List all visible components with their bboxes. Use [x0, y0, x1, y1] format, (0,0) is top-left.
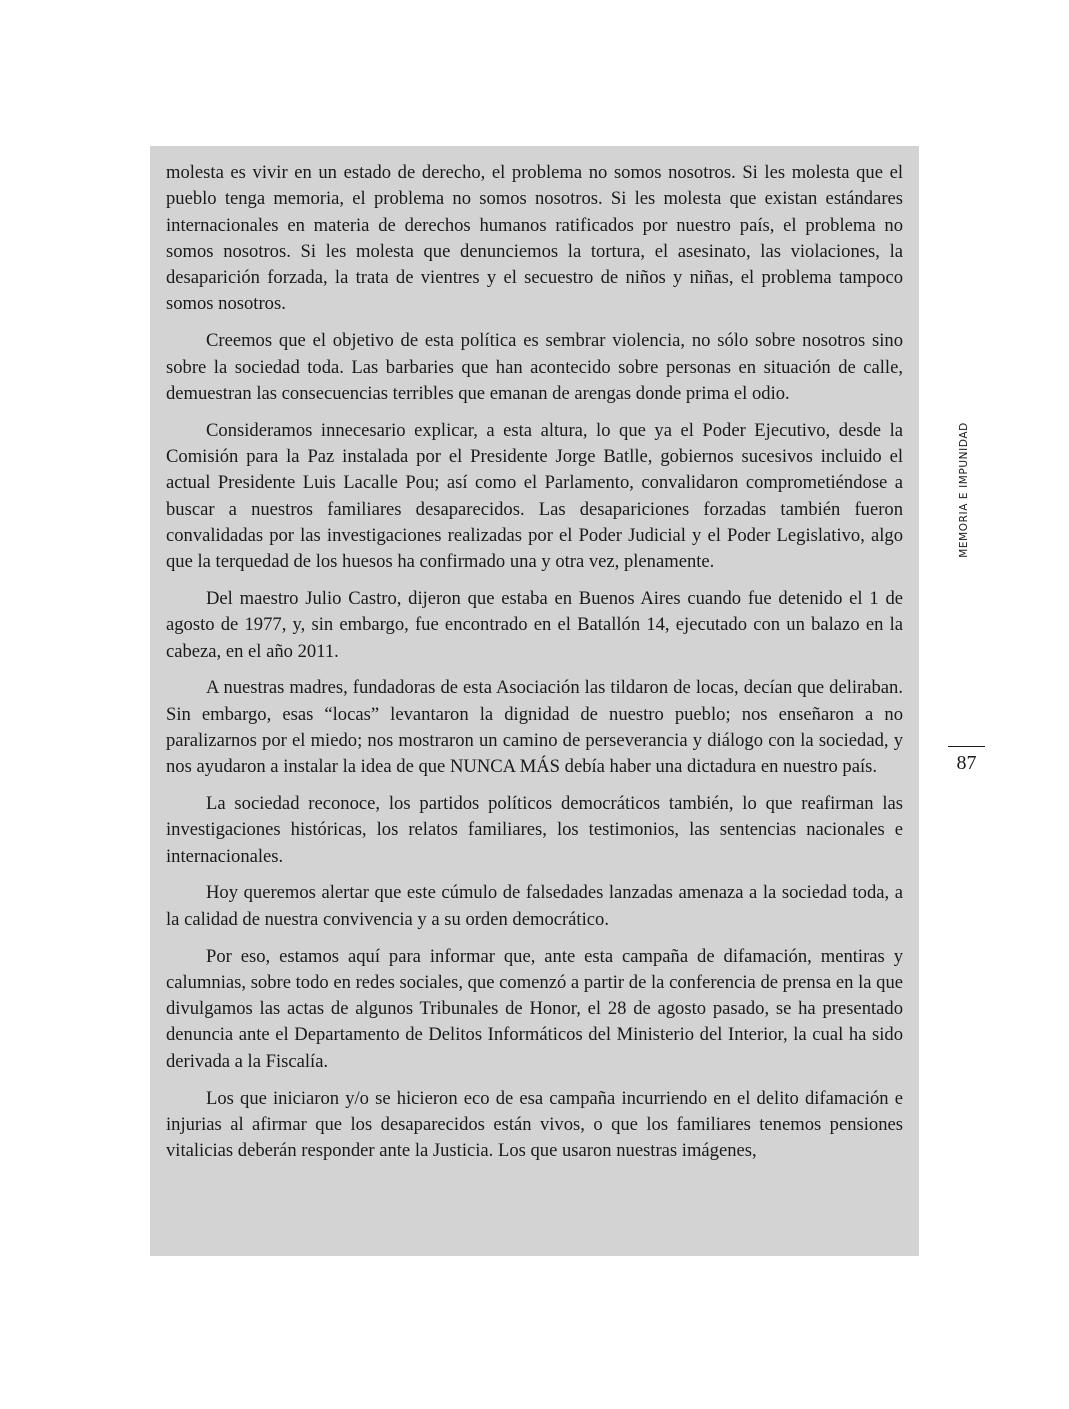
body-paragraph-6: La sociedad reconoce, los partidos políticos democráticos también, lo que reafirman las investigaciones históricas, los relatos familiares, los testimonios, las sentencias nacionales e internacionales. [166, 793, 903, 867]
body-paragraph-8: Por eso, estamos aquí para informar que, ante esta campaña de difamación, mentiras y calumnias, sobre todo en redes sociales, que comenzó a partir de la conferencia de prensa en la que divulgamos las actas de algunos Tribunales de Honor, el 28 de agosto pasado, se ha presentado denuncia ante el Departamento de Delitos Informáticos del Ministerio del Interior, la cual ha sido derivada a la Fiscalía. [166, 945, 903, 1072]
page-number-rule [948, 746, 985, 747]
body-paragraph-2: Creemos que el objetivo de esta política es sembrar violencia, no sólo sobre nosotros sino sobre la sociedad toda. Las barbaries que han acontecido sobre personas en situación de calle, demuestran las consecuencias terribles que emanan de arengas donde prima el odio. [166, 330, 903, 404]
page-number: 87 [956, 752, 977, 774]
body-paragraph-4: Del maestro Julio Castro, dijeron que estaba en Buenos Aires cuando fue detenido el 1 de agosto de 1977, y, sin embargo, fue encontrado en el Batallón 14, ejecutado con un balazo en la cabeza, en el año 2011. [166, 587, 903, 662]
body-paragraph-9: Los que iniciaron y/o se hicieron eco de esa campaña incurriendo en el delito difamación e injurias al afirmar que los desaparecidos están vivos, o que los familiares tenemos pensiones vitalicias deberán responder ante la Justicia. Los que usaron nuestras imágenes, [166, 1087, 903, 1162]
body-paragraph-5: A nuestras madres, fundadoras de esta Asociación las tildaron de locas, decían que deliraban. Sin embargo, esas “locas” levantaron la dignidad de nuestro pueblo; nos enseñaron a no paralizarnos por el miedo; nos mostraron un camino de perseverancia y diálogo con la sociedad, y nos ayudaron a instalar la idea de que NUNCA MÁS debía haber una dictadura en nuestro país. [166, 677, 903, 778]
body-paragraph-1: molesta es vivir en un estado de derecho, el problema no somos nosotros. Si les molesta que el pueblo tenga memoria, el problema no somos nosotros. Si les molesta que existan estándares internacionales en materia de derechos humanos ratificados por nuestro país, el problema no somos nosotros. Si les molesta que denunciemos la tortura, el asesinato, las violaciones, la desaparición forzada, la trata de vientres y el secuestro de niños y niñas, el problema tampoco somos nosotros. [166, 162, 903, 315]
running-head: MEMORIA E IMPUNIDAD [958, 422, 970, 558]
body-paragraph-3: Consideramos innecesario explicar, a esta altura, lo que ya el Poder Ejecutivo, desde la Comisión para la Paz instalada por el Presidente Jorge Batlle, gobiernos sucesivos incluido el actual Presidente Luis Lacalle Pou; así como el Parlamento, convalidaron comprometiéndose a buscar a nuestros familiares desaparecidos. Las desapariciones forzadas también fueron convalidadas por las investigaciones realizadas por el Poder Judicial y el Poder Legislativo, algo que la terquedad de los huesos ha confirmado una y otra vez, plenamente. [166, 419, 903, 573]
body-text-box [150, 146, 919, 1256]
body-paragraph-7: Hoy queremos alertar que este cúmulo de falsedades lanzadas amenaza a la sociedad toda, a la calidad de nuestra convivencia y a su orden democrático. [166, 882, 903, 930]
